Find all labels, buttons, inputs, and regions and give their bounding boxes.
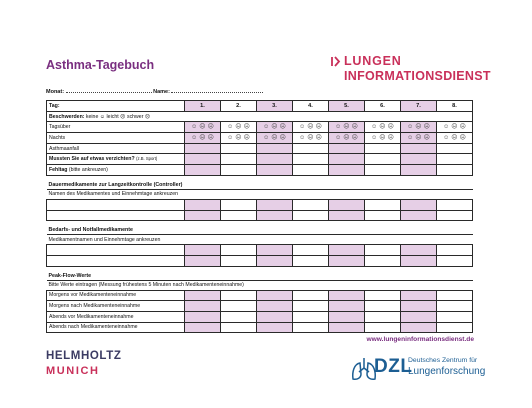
smiley-neutral-icon: ☹ — [120, 113, 126, 120]
peakflow-4-day-5-cell[interactable] — [329, 322, 365, 333]
smiley-neutral-icon[interactable]: ☹ — [415, 134, 422, 141]
peakflow-row-label: Abends nach Medikamenteneinnahme — [47, 322, 185, 333]
peakflow-section-row — [47, 266, 473, 280]
day-number: 4. — [293, 101, 329, 112]
abstain-day-1-cell[interactable] — [185, 154, 221, 165]
smiley-sad-icon[interactable]: ☹ — [459, 124, 466, 131]
absence-day-5-cell[interactable] — [329, 165, 365, 176]
smiley-happy-icon[interactable]: ☺ — [299, 124, 306, 131]
website-url[interactable]: www.lungeninformationsdienst.de — [366, 336, 474, 343]
smiley-scale — [223, 135, 254, 141]
smiley-scale — [295, 135, 326, 141]
peakflow-section-note: Bitte Werte eintragen (Messung frühestens 5 Minuten nach Medikamenteneinnahme) — [47, 280, 473, 290]
daytime-day-5-cell[interactable] — [329, 122, 365, 133]
smiley-happy-icon[interactable]: ☺ — [227, 134, 234, 141]
smiley-neutral-icon[interactable]: ☹ — [343, 124, 350, 131]
row-label — [47, 154, 185, 165]
smiley-sad-icon[interactable]: ☹ — [387, 134, 394, 141]
absence-note: (bitte ankreuzen) — [68, 166, 108, 173]
smiley-sad-icon[interactable]: ☹ — [315, 134, 322, 141]
abstain-day-5-cell[interactable] — [329, 154, 365, 165]
reliever-1-day-4-cell[interactable] — [293, 245, 329, 256]
attack-day-1-cell[interactable] — [185, 143, 221, 154]
smiley-scale — [259, 124, 290, 130]
abstain-day-4-cell[interactable] — [293, 154, 329, 165]
controller-1-day-6-cell[interactable] — [365, 199, 401, 210]
peakflow-3-day-4-cell[interactable] — [293, 311, 329, 322]
peakflow-1-day-5-cell[interactable] — [329, 290, 365, 301]
day-label: Tag: — [47, 101, 185, 112]
peakflow-entry-row — [47, 311, 473, 322]
smiley-neutral-icon[interactable]: ☹ — [415, 124, 422, 131]
controller-1-day-2-cell[interactable] — [221, 199, 257, 210]
peakflow-4-day-6-cell[interactable] — [365, 322, 401, 333]
controller-1-day-4-cell[interactable] — [293, 199, 329, 210]
reliever-section-note: Medikamentnamen und Einnehmtage ankreuzen — [47, 235, 473, 245]
smiley-happy-icon[interactable]: ☺ — [407, 124, 414, 131]
peakflow-note-row — [47, 280, 473, 290]
peakflow-4-day-1-cell[interactable] — [185, 322, 221, 333]
peakflow-row-label: Morgens vor Medikamenteneinnahme — [47, 290, 185, 301]
peakflow-2-day-2-cell[interactable] — [221, 301, 257, 312]
smiley-neutral-icon[interactable]: ☹ — [379, 124, 386, 131]
controller-2-day-6-cell[interactable] — [365, 210, 401, 221]
controller-section-title: Dauermedikamente zur Langzeitkontrolle (Controller) — [47, 175, 473, 189]
peakflow-row-label: Morgens nach Medikamenteneinnahme — [47, 301, 185, 312]
smiley-scale — [367, 135, 398, 141]
smiley-happy-icon[interactable]: ☺ — [191, 134, 198, 141]
night-day-8-cell[interactable] — [437, 133, 473, 144]
abstain-day-6-cell[interactable] — [365, 154, 401, 165]
night-row — [47, 133, 473, 144]
daytime-day-2-cell[interactable] — [221, 122, 257, 133]
smiley-happy-icon[interactable]: ☺ — [335, 124, 342, 131]
smiley-neutral-icon[interactable]: ☹ — [235, 134, 242, 141]
reliever-section-row — [47, 221, 473, 235]
attack-day-7-cell[interactable] — [401, 143, 437, 154]
smiley-scale — [223, 124, 254, 130]
reliever-2-day-7-cell[interactable] — [401, 255, 437, 266]
smiley-happy-icon[interactable]: ☺ — [443, 124, 450, 131]
smiley-scale — [187, 124, 218, 130]
peakflow-1-day-1-cell[interactable] — [185, 290, 221, 301]
peakflow-section-title: Peak-Flow-Werte — [47, 266, 473, 280]
absence-day-3-cell[interactable] — [257, 165, 293, 176]
dzl-logo-text: DZL — [374, 356, 413, 377]
reliever-1-day-6-cell[interactable] — [365, 245, 401, 256]
attack-row — [47, 143, 473, 154]
smiley-happy-icon[interactable]: ☺ — [371, 124, 378, 131]
smiley-neutral-icon[interactable]: ☹ — [271, 124, 278, 131]
controller-2-day-1-cell[interactable] — [185, 210, 221, 221]
peakflow-4-day-3-cell[interactable] — [257, 322, 293, 333]
smiley-sad-icon[interactable]: ☹ — [243, 134, 250, 141]
meta-fields — [46, 88, 263, 95]
daytime-day-1-cell[interactable] — [185, 122, 221, 133]
smiley-sad-icon[interactable]: ☹ — [423, 134, 430, 141]
smiley-happy-icon[interactable]: ☺ — [299, 134, 306, 141]
controller-2-day-8-cell[interactable] — [437, 210, 473, 221]
peakflow-2-day-6-cell[interactable] — [365, 301, 401, 312]
smiley-sad-icon[interactable]: ☹ — [315, 124, 322, 131]
absence-day-7-cell[interactable] — [401, 165, 437, 176]
smiley-sad-icon[interactable]: ☹ — [243, 124, 250, 131]
month-label: Monat: — [46, 89, 65, 95]
smiley-neutral-icon[interactable]: ☹ — [379, 134, 386, 141]
attack-day-2-cell[interactable] — [221, 143, 257, 154]
brand-line-2: INFORMATIONSDIENST — [344, 69, 491, 83]
controller-2-day-2-cell[interactable] — [221, 210, 257, 221]
smiley-scale — [295, 124, 326, 130]
controller-2-day-7-cell[interactable] — [401, 210, 437, 221]
night-day-2-cell[interactable] — [221, 133, 257, 144]
peakflow-3-day-3-cell[interactable] — [257, 311, 293, 322]
smiley-neutral-icon[interactable]: ☹ — [235, 124, 242, 131]
reliever-1-day-3-cell[interactable] — [257, 245, 293, 256]
header-row — [47, 101, 473, 112]
absence-day-8-cell[interactable] — [437, 165, 473, 176]
smiley-sad-icon: ☹ — [144, 113, 151, 120]
peakflow-4-day-7-cell[interactable] — [401, 322, 437, 333]
peakflow-entry-row — [47, 301, 473, 312]
abstain-label: Mussten Sie auf etwas verzichten? — [49, 156, 135, 163]
abstain-day-2-cell[interactable] — [221, 154, 257, 165]
peakflow-entry-row — [47, 322, 473, 333]
controller-entry-row — [47, 210, 473, 221]
reliever-medication-name-cell[interactable] — [47, 255, 185, 266]
controller-1-day-3-cell[interactable] — [257, 199, 293, 210]
night-day-7-cell[interactable] — [401, 133, 437, 144]
reliever-note-row — [47, 235, 473, 245]
dzl-subtitle-1: Deutsches Zentrum für — [408, 357, 478, 364]
abstain-note: (z.B. Sport) — [136, 156, 158, 162]
peakflow-3-day-1-cell[interactable] — [185, 311, 221, 322]
controller-section-note: Namen des Medikamentes und Einnehmtage ankreuzen — [47, 189, 473, 199]
day-number: 6. — [365, 101, 401, 112]
smiley-sad-icon[interactable]: ☹ — [423, 124, 430, 131]
row-label: Asthmaanfall — [47, 143, 185, 154]
controller-2-day-5-cell[interactable] — [329, 210, 365, 221]
night-day-3-cell[interactable] — [257, 133, 293, 144]
legend-severe: schwer — [126, 113, 144, 120]
month-field[interactable] — [66, 88, 152, 93]
smiley-sad-icon[interactable]: ☹ — [351, 134, 358, 141]
row-label: Nachts — [47, 133, 185, 144]
controller-medication-name-cell[interactable] — [47, 199, 185, 210]
smiley-happy-icon[interactable]: ☺ — [443, 134, 450, 141]
peakflow-2-day-7-cell[interactable] — [401, 301, 437, 312]
reliever-section-title: Bedarfs- und Notfallmedikamente — [47, 221, 473, 235]
smiley-scale — [259, 135, 290, 141]
absence-day-1-cell[interactable] — [185, 165, 221, 176]
smiley-happy-icon[interactable]: ☺ — [335, 134, 342, 141]
smiley-scale — [187, 135, 218, 141]
daytime-day-6-cell[interactable] — [365, 122, 401, 133]
night-day-6-cell[interactable] — [365, 133, 401, 144]
day-number: 3. — [257, 101, 293, 112]
smiley-neutral-icon[interactable]: ☹ — [451, 134, 458, 141]
absence-label: Fehltag — [49, 166, 68, 173]
helmholtz-logo-text: HELMHOLTZ — [46, 350, 122, 362]
abstain-day-8-cell[interactable] — [437, 154, 473, 165]
peakflow-3-day-7-cell[interactable] — [401, 311, 437, 322]
smiley-scale — [403, 124, 434, 130]
day-number: 7. — [401, 101, 437, 112]
complaints-label: Beschwerden: — [49, 113, 85, 120]
smiley-happy-icon[interactable]: ☺ — [407, 134, 414, 141]
peakflow-1-day-8-cell[interactable] — [437, 290, 473, 301]
controller-medication-name-cell[interactable] — [47, 210, 185, 221]
diary-table — [46, 100, 473, 333]
name-field[interactable] — [171, 88, 263, 93]
controller-1-day-1-cell[interactable] — [185, 199, 221, 210]
reliever-2-day-1-cell[interactable] — [185, 255, 221, 266]
smiley-neutral-icon[interactable]: ☹ — [199, 124, 206, 131]
smiley-sad-icon[interactable]: ☹ — [387, 124, 394, 131]
row-label — [47, 165, 185, 176]
complaints-legend-row — [47, 111, 473, 122]
controller-note-row — [47, 189, 473, 199]
reliever-2-day-4-cell[interactable] — [293, 255, 329, 266]
smiley-neutral-icon[interactable]: ☹ — [451, 124, 458, 131]
peakflow-1-day-7-cell[interactable] — [401, 290, 437, 301]
peakflow-2-day-4-cell[interactable] — [293, 301, 329, 312]
absence-day-4-cell[interactable] — [293, 165, 329, 176]
attack-day-4-cell[interactable] — [293, 143, 329, 154]
attack-day-6-cell[interactable] — [365, 143, 401, 154]
abstain-day-3-cell[interactable] — [257, 154, 293, 165]
smiley-scale — [403, 135, 434, 141]
reliever-2-day-2-cell[interactable] — [221, 255, 257, 266]
smiley-neutral-icon[interactable]: ☹ — [199, 134, 206, 141]
smiley-scale — [367, 124, 398, 130]
reliever-1-day-8-cell[interactable] — [437, 245, 473, 256]
day-number: 8. — [437, 101, 473, 112]
controller-1-day-7-cell[interactable] — [401, 199, 437, 210]
smiley-sad-icon[interactable]: ☹ — [279, 124, 286, 131]
peakflow-row-label: Abends vor Medikamenteneinnahme — [47, 311, 185, 322]
controller-entry-row — [47, 199, 473, 210]
daytime-day-4-cell[interactable] — [293, 122, 329, 133]
smiley-happy-icon: ☺ — [99, 113, 106, 120]
absence-day-2-cell[interactable] — [221, 165, 257, 176]
reliever-entry-row — [47, 245, 473, 256]
peakflow-3-day-5-cell[interactable] — [329, 311, 365, 322]
peakflow-1-day-2-cell[interactable] — [221, 290, 257, 301]
peakflow-2-day-5-cell[interactable] — [329, 301, 365, 312]
smiley-sad-icon[interactable]: ☹ — [207, 134, 214, 141]
smiley-sad-icon[interactable]: ☹ — [459, 134, 466, 141]
reliever-2-day-5-cell[interactable] — [329, 255, 365, 266]
smiley-neutral-icon[interactable]: ☹ — [307, 134, 314, 141]
complaints-legend — [47, 111, 473, 122]
smiley-scale — [439, 124, 470, 130]
peakflow-4-day-4-cell[interactable] — [293, 322, 329, 333]
peakflow-1-day-4-cell[interactable] — [293, 290, 329, 301]
controller-section-row — [47, 175, 473, 189]
peakflow-3-day-6-cell[interactable] — [365, 311, 401, 322]
legend-none: keine — [85, 113, 99, 120]
smiley-neutral-icon[interactable]: ☹ — [343, 134, 350, 141]
absence-row — [47, 165, 473, 176]
controller-2-day-4-cell[interactable] — [293, 210, 329, 221]
peakflow-entry-row — [47, 290, 473, 301]
controller-1-day-5-cell[interactable] — [329, 199, 365, 210]
attack-day-5-cell[interactable] — [329, 143, 365, 154]
smiley-neutral-icon[interactable]: ☹ — [307, 124, 314, 131]
smiley-happy-icon[interactable]: ☺ — [263, 134, 270, 141]
peakflow-2-day-8-cell[interactable] — [437, 301, 473, 312]
night-day-5-cell[interactable] — [329, 133, 365, 144]
smiley-happy-icon[interactable]: ☺ — [263, 124, 270, 131]
peakflow-4-day-2-cell[interactable] — [221, 322, 257, 333]
peakflow-2-day-3-cell[interactable] — [257, 301, 293, 312]
munich-logo-text: MUNICH — [46, 365, 100, 377]
attack-day-8-cell[interactable] — [437, 143, 473, 154]
page-title: Asthma-Tagebuch — [46, 58, 155, 72]
smiley-scale — [439, 135, 470, 141]
smiley-happy-icon[interactable]: ☺ — [371, 134, 378, 141]
row-label: Tagsüber — [47, 122, 185, 133]
reliever-1-day-7-cell[interactable] — [401, 245, 437, 256]
reliever-medication-name-cell[interactable] — [47, 245, 185, 256]
brand-arrow-icon — [331, 56, 341, 67]
smiley-neutral-icon[interactable]: ☹ — [271, 134, 278, 141]
smiley-sad-icon[interactable]: ☹ — [351, 124, 358, 131]
night-day-4-cell[interactable] — [293, 133, 329, 144]
smiley-sad-icon[interactable]: ☹ — [207, 124, 214, 131]
daytime-row — [47, 122, 473, 133]
reliever-1-day-2-cell[interactable] — [221, 245, 257, 256]
controller-2-day-3-cell[interactable] — [257, 210, 293, 221]
reliever-entry-row — [47, 255, 473, 266]
peakflow-4-day-8-cell[interactable] — [437, 322, 473, 333]
peakflow-1-day-3-cell[interactable] — [257, 290, 293, 301]
peakflow-3-day-2-cell[interactable] — [221, 311, 257, 322]
peakflow-1-day-6-cell[interactable] — [365, 290, 401, 301]
legend-mild: leicht — [106, 113, 119, 120]
abstain-day-7-cell[interactable] — [401, 154, 437, 165]
reliever-2-day-6-cell[interactable] — [365, 255, 401, 266]
reliever-2-day-3-cell[interactable] — [257, 255, 293, 266]
peakflow-3-day-8-cell[interactable] — [437, 311, 473, 322]
day-number: 5. — [329, 101, 365, 112]
smiley-happy-icon[interactable]: ☺ — [227, 124, 234, 131]
reliever-1-day-5-cell[interactable] — [329, 245, 365, 256]
dzl-subtitle-2: Lungenforschung — [408, 366, 486, 377]
day-number: 2. — [221, 101, 257, 112]
abstain-row — [47, 154, 473, 165]
daytime-day-3-cell[interactable] — [257, 122, 293, 133]
daytime-day-8-cell[interactable] — [437, 122, 473, 133]
smiley-scale — [331, 124, 362, 130]
day-number: 1. — [185, 101, 221, 112]
name-label: Name: — [153, 89, 170, 95]
controller-1-day-8-cell[interactable] — [437, 199, 473, 210]
absence-day-6-cell[interactable] — [365, 165, 401, 176]
reliever-2-day-8-cell[interactable] — [437, 255, 473, 266]
smiley-scale — [331, 135, 362, 141]
smiley-happy-icon[interactable]: ☺ — [191, 124, 198, 131]
brand-line-1: LUNGEN — [344, 54, 402, 68]
peakflow-2-day-1-cell[interactable] — [185, 301, 221, 312]
reliever-1-day-1-cell[interactable] — [185, 245, 221, 256]
daytime-day-7-cell[interactable] — [401, 122, 437, 133]
smiley-sad-icon[interactable]: ☹ — [279, 134, 286, 141]
attack-day-3-cell[interactable] — [257, 143, 293, 154]
night-day-1-cell[interactable] — [185, 133, 221, 144]
